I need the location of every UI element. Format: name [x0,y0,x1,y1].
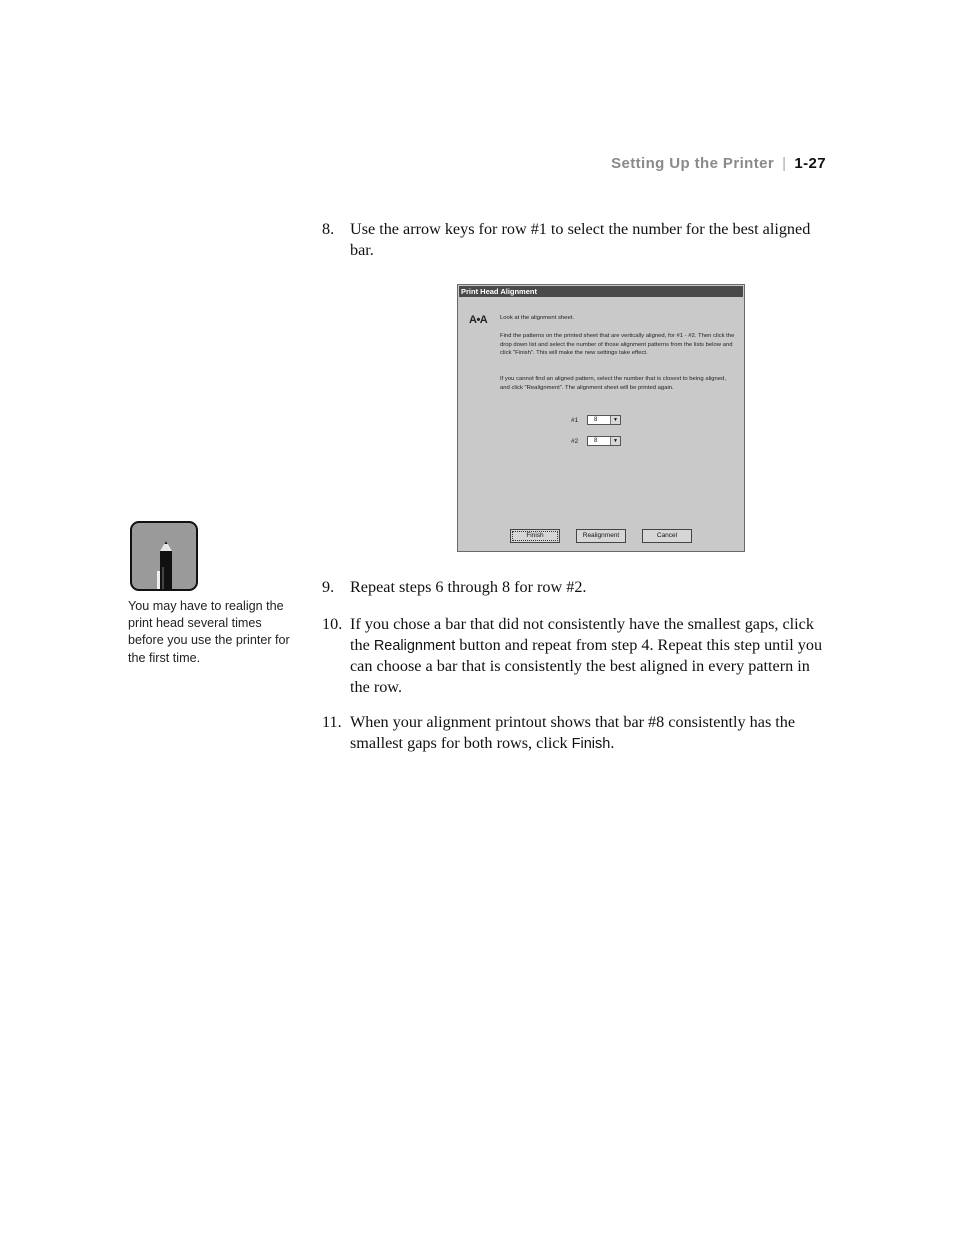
cancel-button[interactable]: Cancel [642,529,692,543]
header-separator: | [782,155,787,172]
step-number: 9. [322,578,335,596]
pencil-note-icon [130,521,198,591]
finish-button[interactable]: Finish [510,529,560,543]
print-head-alignment-dialog [457,284,745,552]
dialog-instruction-line: Look at the alignment sheet. [500,315,575,321]
step-text: Use the arrow keys for row #1 to select the number for the best aligned bar. [350,220,811,259]
page-number: 1-27 [794,155,826,172]
step-text-part: When your alignment printout shows that bar #8 consistently has the smallest gaps for both rows, click [350,713,796,752]
step-text-part: button and repeat from step 4. Repeat this step until you can choose a bar that is consistently the best aligned in every pattern in the row. [350,635,823,696]
realignment-button[interactable]: Realignment [576,529,626,543]
alignment-icon: A•A [469,314,488,326]
running-header [611,155,826,172]
step-number: 8. [322,220,335,238]
row2-label: #2 [571,438,579,445]
step-number: 11. [322,713,342,731]
realignment-term: Realignment [373,637,456,654]
row2-value: 8 [594,438,598,444]
dialog-title: Print Head Alignment [459,286,743,297]
row1-label: #1 [571,417,579,424]
finish-term: Finish [571,735,611,752]
step-text-part: If you chose a bar that did not consistently have the smallest gaps, click the [350,615,814,654]
row1-dropdown[interactable] [587,415,621,425]
chevron-down-icon[interactable]: ▼ [610,437,620,445]
step-text-part: . [610,733,615,752]
step-number: 10. [322,615,343,633]
row1-value: 8 [594,417,598,423]
pencil-icon [132,523,196,589]
dialog-paragraph-2: If you cannot find an aligned pattern, select the number that is closest to being aligned, and click "Realignment". The alignment sheet will be printed again. [500,376,726,391]
step-text [350,614,830,697]
section-title: Setting Up the Printer [611,155,775,172]
margin-note: You may have to realign the print head several times before you use the printer for the first time. [128,599,290,665]
step-text [350,712,830,754]
step-text: Repeat steps 6 through 8 for row #2. [350,578,587,596]
chevron-down-icon[interactable]: ▼ [610,416,620,424]
row2-dropdown[interactable] [587,436,621,446]
dialog-paragraph-1: Find the patterns on the printed sheet that are vertically aligned, for #1 - #2. Then click the drop down list and select the number of those alignment patterns from the lists below and click "Finish". This will make the new settings take effect. [500,333,735,357]
